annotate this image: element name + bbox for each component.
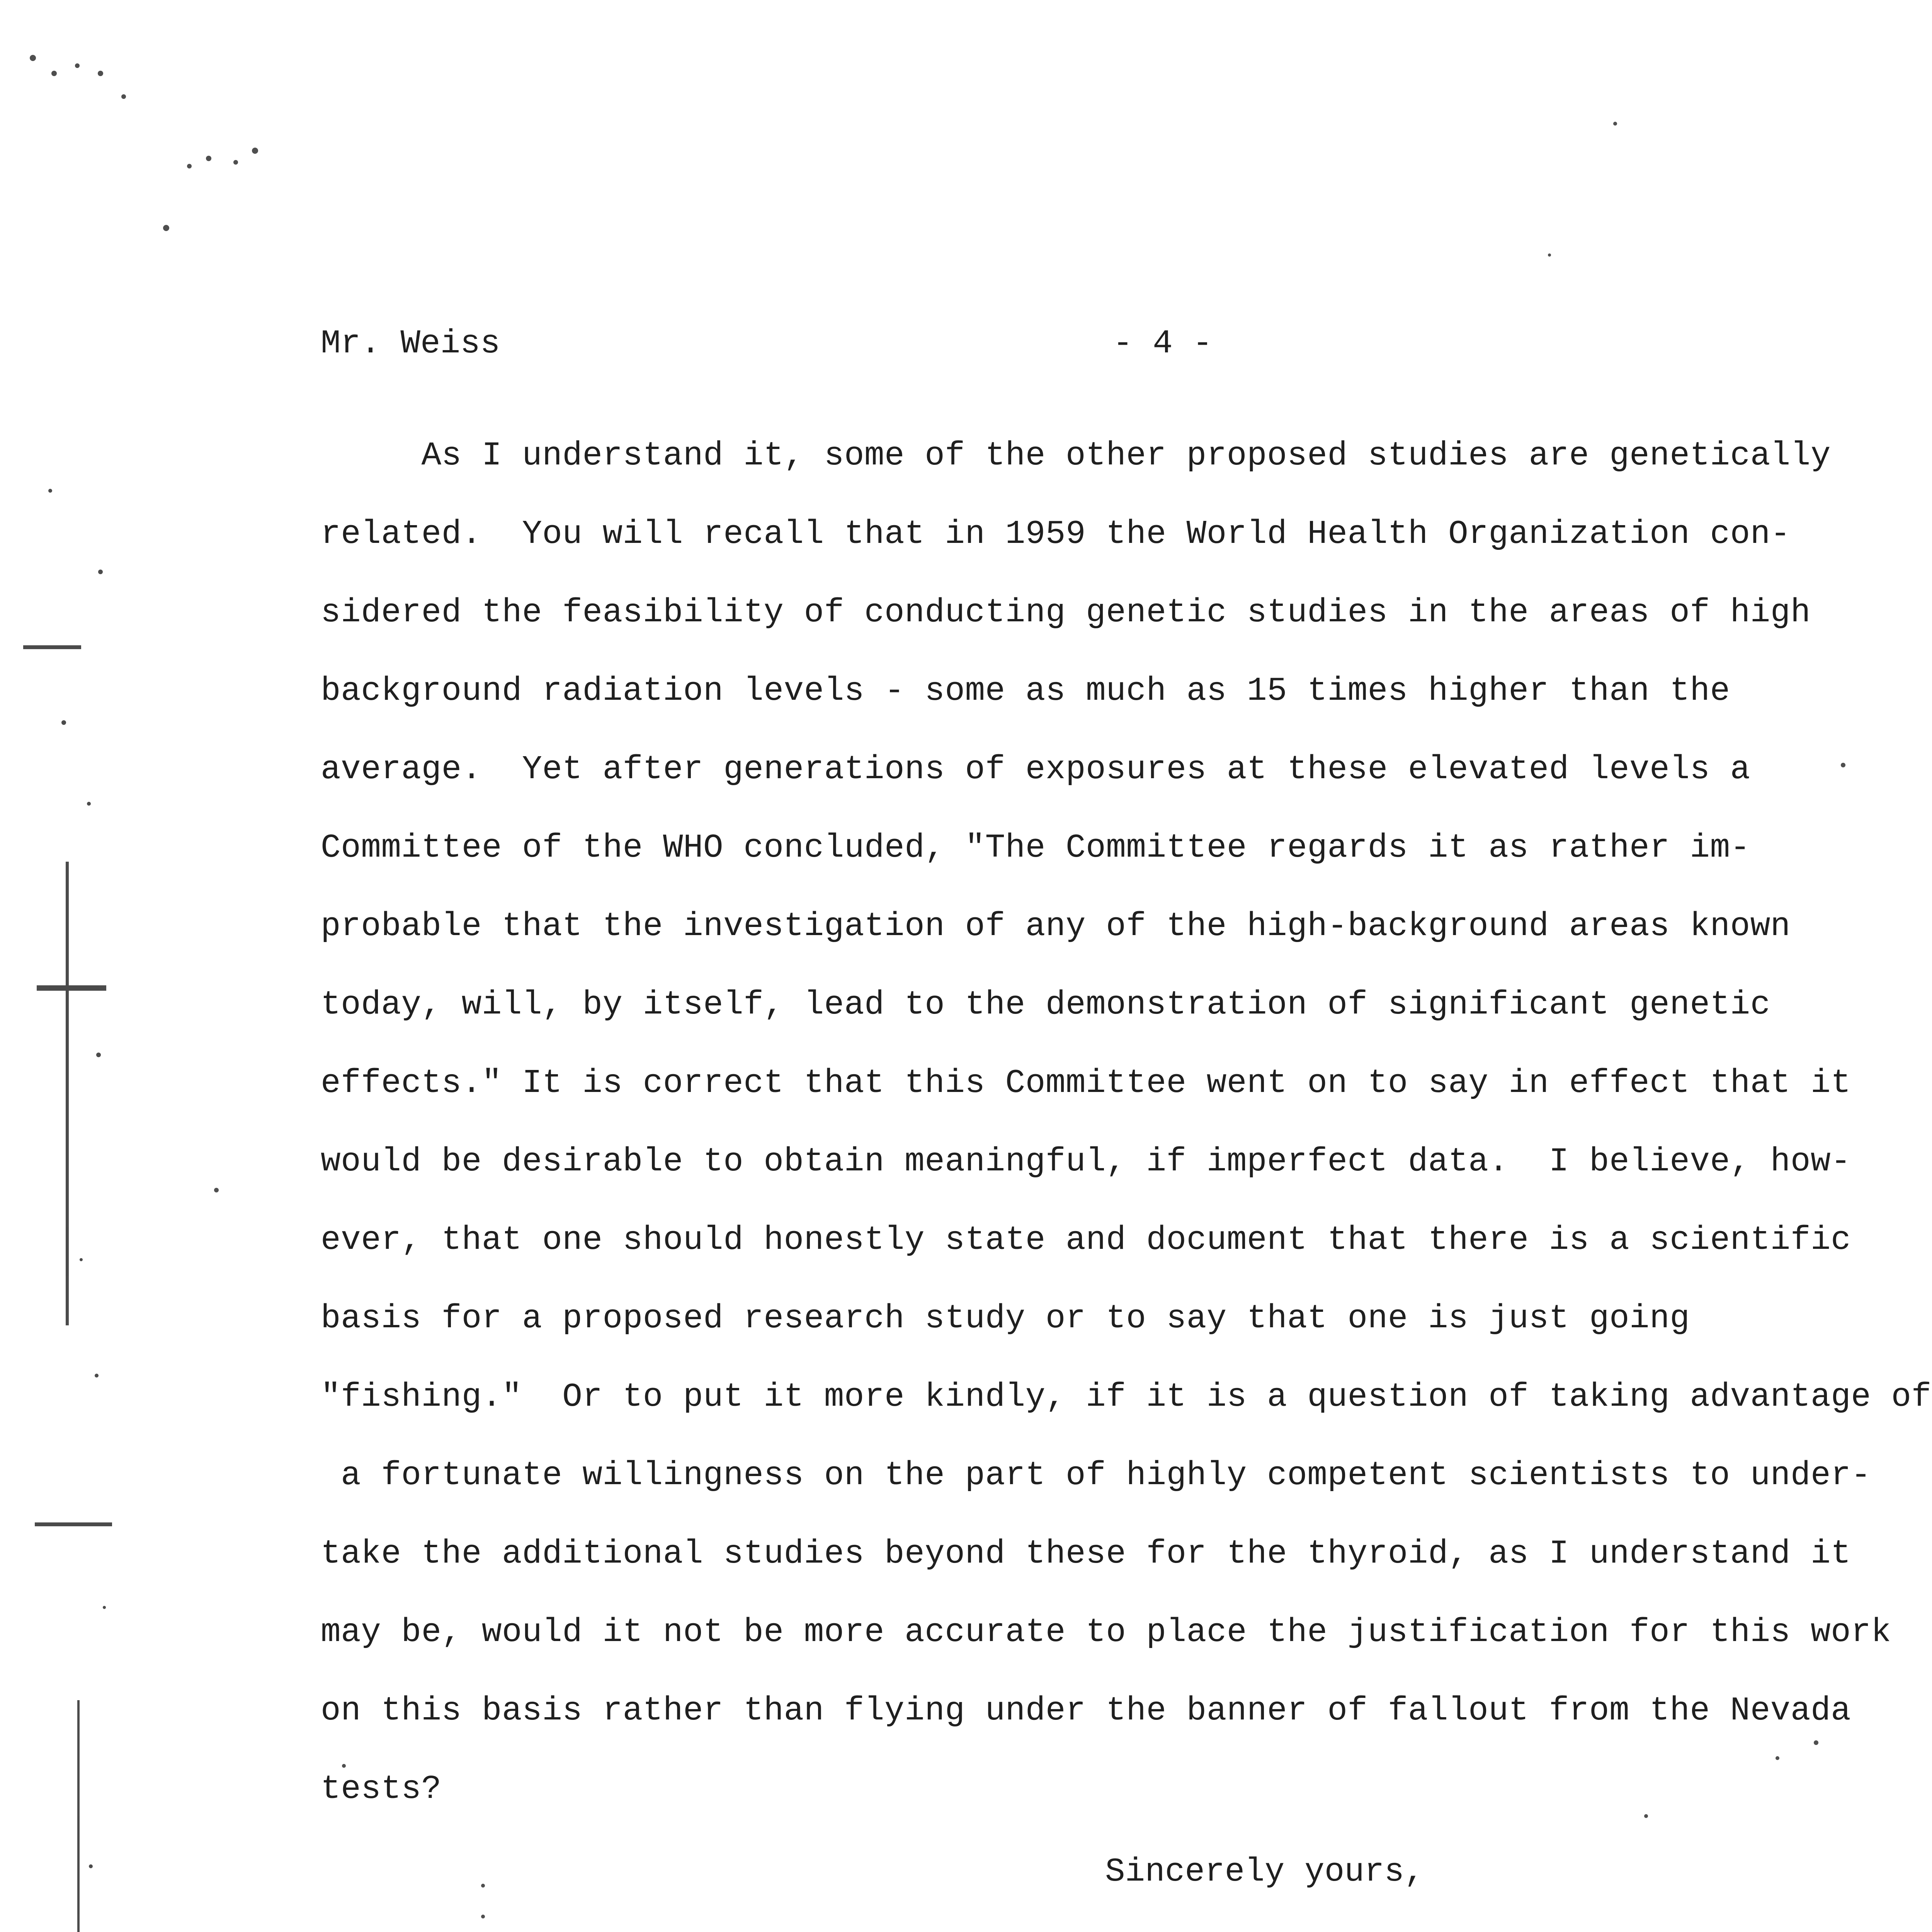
body-line: average. Yet after generations of exposures at these elevated levels a bbox=[321, 750, 1750, 788]
body-line: effects." It is correct that this Committee went on to say in effect that it bbox=[321, 1064, 1851, 1102]
body-line: probable that the investigation of any of the high-background areas known bbox=[321, 907, 1791, 945]
scan-noise-graphic bbox=[19, 406, 120, 1932]
body-line: basis for a proposed research study or to say that one is just going bbox=[321, 1299, 1690, 1337]
body-line: tests? bbox=[321, 1770, 442, 1808]
recipient-name: Mr. Weiss bbox=[321, 325, 500, 362]
body-line: ever, that one should honestly state and document that there is a scientific bbox=[321, 1221, 1851, 1259]
body-line: Committee of the WHO concluded, "The Committee regards it as rather im- bbox=[321, 829, 1750, 867]
body-line: related. You will recall that in 1959 the World Health Organization con- bbox=[321, 515, 1791, 553]
body-line: take the additional studies beyond these for the thyroid, as I understand it bbox=[321, 1535, 1851, 1573]
body-line: on this basis rather than flying under the banner of fallout from the Nevada bbox=[321, 1692, 1851, 1730]
body-line: sidered the feasibility of conducting genetic studies in the areas of high bbox=[321, 594, 1811, 631]
body-line: As I understand it, some of the other proposed studies are genetically bbox=[321, 437, 1831, 474]
body-line: may be, would it not be more accurate to place the justification for this work bbox=[321, 1613, 1891, 1651]
body-line: a fortunate willingness on the part of highly competent scientists to under- bbox=[321, 1456, 1871, 1494]
body-line: "fishing." Or to put it more kindly, if it is a question of taking advantage of bbox=[321, 1378, 1932, 1416]
body-line: today, will, by itself, lead to the demonstration of significant genetic bbox=[321, 986, 1770, 1024]
body-line: background radiation levels - some as much as 15 times higher than the bbox=[321, 672, 1730, 710]
binding-margin-marks bbox=[19, 406, 120, 1932]
page-number: - 4 - bbox=[1113, 325, 1213, 362]
closing-salutation: Sincerely yours, bbox=[1105, 1853, 1424, 1891]
body-line: would be desirable to obtain meaningful, if imperfect data. I believe, how- bbox=[321, 1143, 1851, 1180]
